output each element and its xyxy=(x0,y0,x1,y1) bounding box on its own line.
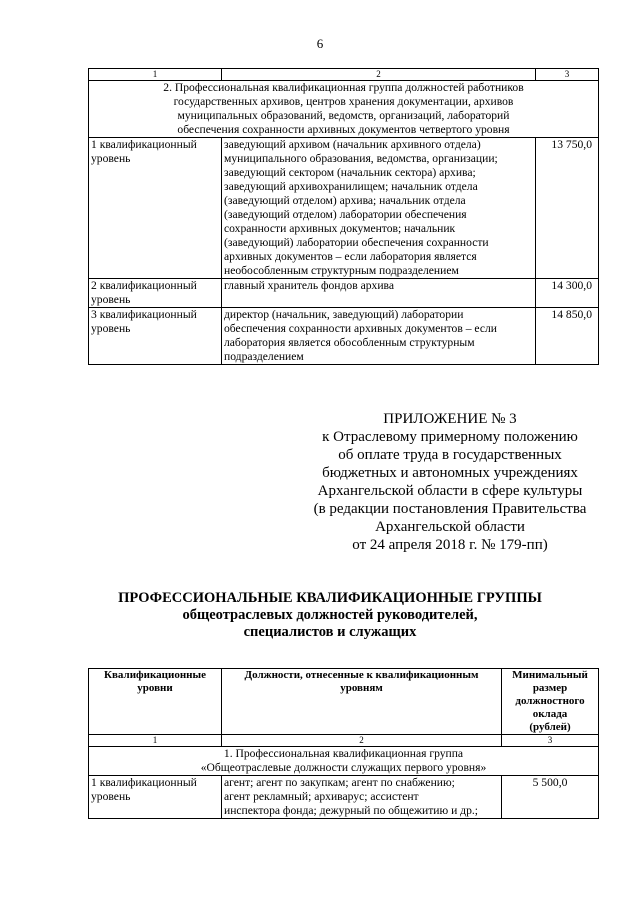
table-row xyxy=(89,138,599,279)
group-title xyxy=(89,747,599,776)
group-title-line: государственных архивов, центров хранения документации, архивов xyxy=(173,95,514,108)
group-title xyxy=(89,81,599,138)
level-cell: 1 квалификационный уровень xyxy=(89,776,222,819)
heading-line: специалистов и служащих xyxy=(243,624,417,640)
table-row xyxy=(89,308,599,365)
salary-table-archives xyxy=(88,68,599,365)
salary-cell: 14 300,0 xyxy=(536,279,599,308)
column-number: 1 xyxy=(89,735,222,747)
table-row xyxy=(89,279,599,308)
page-number: 6 xyxy=(316,36,324,51)
appendix-line: Архангельской области в сфере культуры xyxy=(317,483,583,499)
group-title-line: 2. Профессиональная квалификационная группа должностей работников xyxy=(163,81,524,94)
group-title-line: 1. Профессиональная квалификационная группа xyxy=(223,747,464,760)
salary-cell: 5 500,0 xyxy=(502,776,599,819)
appendix-line: Архангельской области xyxy=(375,519,525,535)
header-salary: Минимальный размер должностного оклада (рублей) xyxy=(502,669,599,735)
heading-line: общеотраслевых должностей руководителей, xyxy=(182,607,478,623)
column-number: 2 xyxy=(222,69,536,81)
appendix-line: от 24 апреля 2018 г. № 179-пп) xyxy=(352,537,548,553)
column-number-row xyxy=(89,735,599,747)
appendix-line: об оплате труда в государственных xyxy=(338,447,562,463)
column-number: 1 xyxy=(89,69,222,81)
positions-cell: агент; агент по закупкам; агент по снабжению; агент рекламный; архиварус; ассистент инспектора фонда; дежурный по общежитию и др.; xyxy=(222,776,502,819)
header-row xyxy=(89,669,599,735)
level-cell: 3 квалификационный уровень xyxy=(89,308,222,365)
column-number: 3 xyxy=(536,69,599,81)
appendix-title: ПРИЛОЖЕНИЕ № 3 xyxy=(383,411,517,427)
group-title-line: «Общеотраслевые должности служащих первого уровня» xyxy=(200,761,487,774)
heading-line: ПРОФЕССИОНАЛЬНЫЕ КВАЛИФИКАЦИОННЫЕ ГРУППЫ xyxy=(118,590,542,606)
positions-cell: главный хранитель фондов архива xyxy=(222,279,536,308)
document-heading xyxy=(40,590,620,641)
column-number: 3 xyxy=(502,735,599,747)
appendix-line: к Отраслевому примерному положению xyxy=(322,429,578,445)
table-row xyxy=(89,776,599,819)
group-title-row xyxy=(89,81,599,138)
appendix-block xyxy=(300,410,600,554)
salary-cell: 14 850,0 xyxy=(536,308,599,365)
appendix-line: бюджетных и автономных учреждениях xyxy=(322,465,578,481)
column-number-row xyxy=(89,69,599,81)
positions-cell: директор (начальник, заведующий) лаборатории обеспечения сохранности архивных документов – если лаборатория является обособленным структурным подразделением xyxy=(222,308,536,365)
salary-cell: 13 750,0 xyxy=(536,138,599,279)
group-title-line: муниципальных образований, ведомств, организаций, лабораторий xyxy=(177,109,510,122)
level-cell: 1 квалификационный уровень xyxy=(89,138,222,279)
group-title-row xyxy=(89,747,599,776)
appendix-line: (в редакции постановления Правительства xyxy=(313,501,587,517)
header-positions: Должности, отнесенные к квалификационным уровням xyxy=(222,669,502,735)
group-title-line: обеспечения сохранности архивных документов четвертого уровня xyxy=(177,123,510,136)
header-levels: Квалификационные уровни xyxy=(89,669,222,735)
level-cell: 2 квалификационный уровень xyxy=(89,279,222,308)
column-number: 2 xyxy=(222,735,502,747)
salary-table-general xyxy=(88,668,599,819)
positions-cell: заведующий архивом (начальник архивного отдела) муниципального образования, ведомства, организации; заведующий сектором (начальник сектора) архива; заведующий архивохранилищем; начальник отдела (заведующий отделом) архива; начальник отдела (заведующий отделом) лаборатории обеспечения сохранности архивных документов; начальник (заведующий) лаборатории обеспечения сохранности архивных документов – если лаборатория является необособленным структурным подразделением xyxy=(222,138,536,279)
